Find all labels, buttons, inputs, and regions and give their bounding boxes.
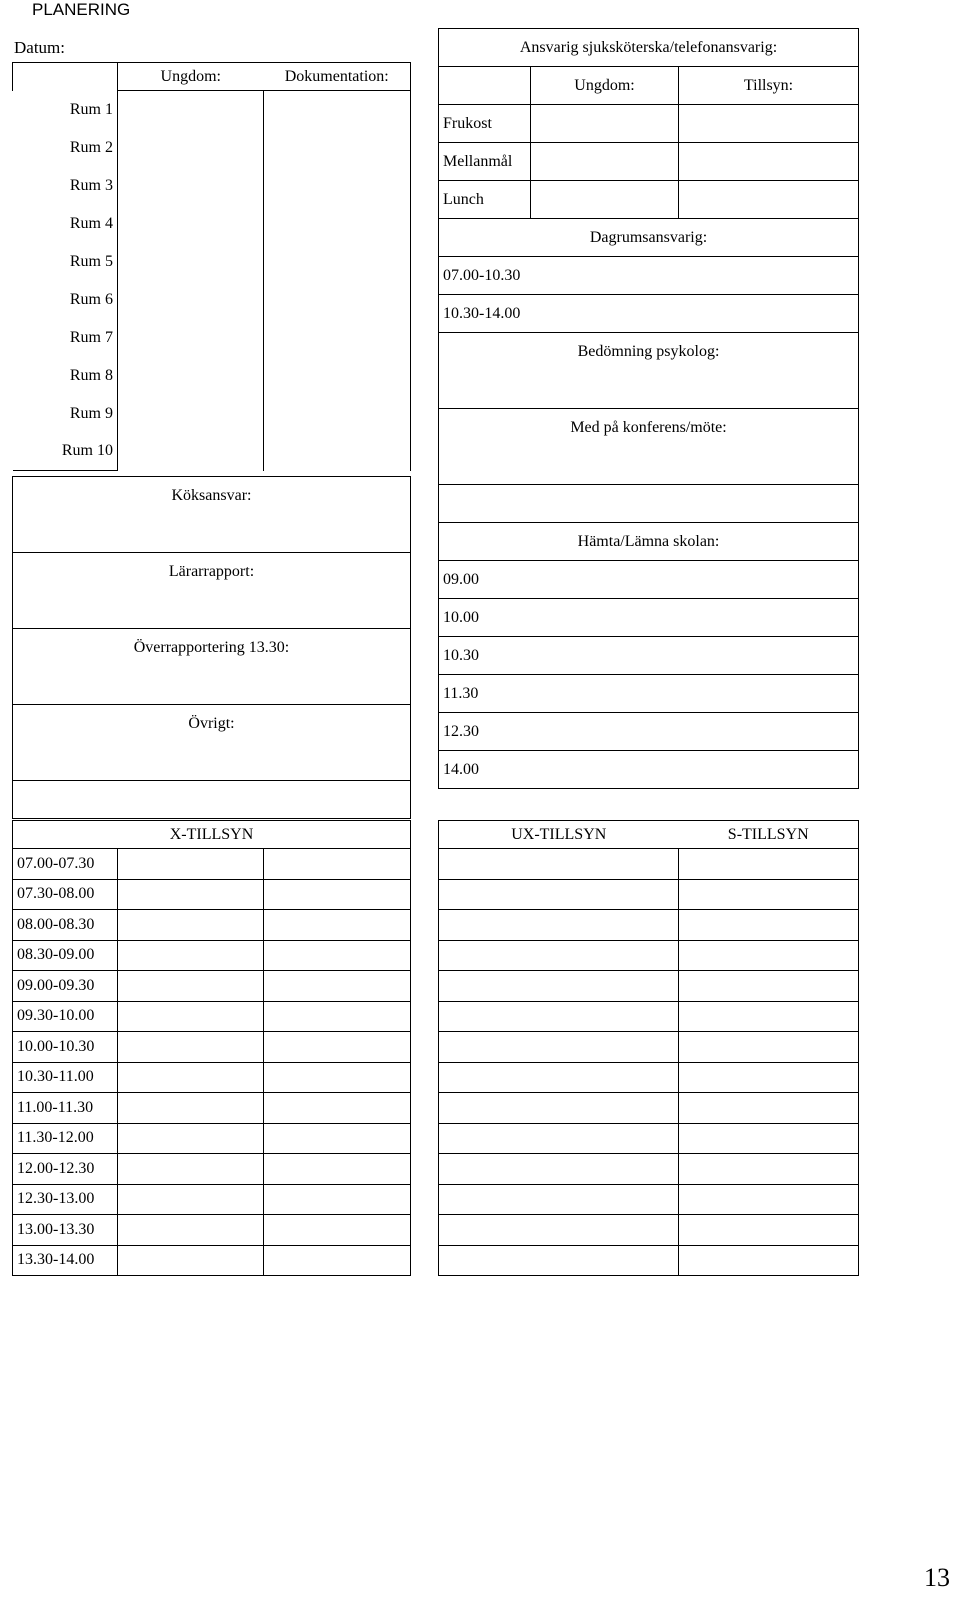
s-slot-field[interactable] [679, 1215, 859, 1246]
s-slot-field[interactable] [679, 971, 859, 1002]
meal-label: Lunch [439, 181, 531, 219]
room-dokumentation-field[interactable] [264, 129, 411, 167]
room-ungdom-field[interactable] [118, 167, 264, 205]
room-ungdom-field[interactable] [118, 395, 264, 433]
x-slot-field-2[interactable] [264, 1032, 411, 1063]
page-title: PLANERING [32, 0, 131, 19]
room-dokumentation-field[interactable] [264, 433, 411, 471]
dokumentation-header: Dokumentation: [264, 63, 411, 91]
s-slot-field[interactable] [679, 1001, 859, 1032]
school-time[interactable]: 09.00 [439, 561, 859, 599]
dagrum-time[interactable]: 07.00-10.30 [439, 257, 859, 295]
room-dokumentation-field[interactable] [264, 91, 411, 129]
meal-ungdom-field[interactable] [531, 105, 679, 143]
x-slot-field-1[interactable] [118, 1001, 264, 1032]
x-slot-time: 12.00-12.30 [13, 1154, 118, 1185]
x-slot-field-2[interactable] [264, 849, 411, 880]
s-slot-field[interactable] [679, 910, 859, 941]
ux-slot-field[interactable] [439, 1184, 679, 1215]
ux-slot-field[interactable] [439, 879, 679, 910]
ux-tillsyn-header: UX-TILLSYN [439, 821, 679, 849]
ansvarig-field[interactable] [439, 67, 531, 105]
meal-tillsyn-field[interactable] [679, 105, 859, 143]
school-time[interactable]: 11.30 [439, 675, 859, 713]
room-ungdom-field[interactable] [118, 205, 264, 243]
s-slot-field[interactable] [679, 1123, 859, 1154]
x-slot-field-1[interactable] [118, 1184, 264, 1215]
ux-slot-field[interactable] [439, 849, 679, 880]
room-ungdom-field[interactable] [118, 91, 264, 129]
x-slot-field-1[interactable] [118, 1062, 264, 1093]
room-label: Rum 6 [13, 281, 118, 319]
ux-slot-field[interactable] [439, 1032, 679, 1063]
ux-slot-field[interactable] [439, 1245, 679, 1276]
bedomning-label: Bedömning psykolog: [439, 333, 859, 371]
x-tillsyn-table [12, 820, 411, 1276]
room-dokumentation-field[interactable] [264, 395, 411, 433]
x-slot-time: 09.30-10.00 [13, 1001, 118, 1032]
s-slot-field[interactable] [679, 1093, 859, 1124]
x-slot-time: 07.30-08.00 [13, 879, 118, 910]
konferens-field-1[interactable] [439, 447, 859, 485]
x-slot-time: 11.00-11.30 [13, 1093, 118, 1124]
rooms-table [12, 62, 411, 471]
x-slot-field-1[interactable] [118, 1154, 264, 1185]
dagrum-time[interactable]: 10.30-14.00 [439, 295, 859, 333]
s-slot-field[interactable] [679, 849, 859, 880]
hamta-label: Hämta/Lämna skolan: [439, 523, 859, 561]
x-slot-field-1[interactable] [118, 910, 264, 941]
x-slot-time: 08.00-08.30 [13, 910, 118, 941]
room-ungdom-field[interactable] [118, 129, 264, 167]
room-label: Rum 4 [13, 205, 118, 243]
ux-slot-field[interactable] [439, 940, 679, 971]
ux-slot-field[interactable] [439, 1215, 679, 1246]
room-dokumentation-field[interactable] [264, 319, 411, 357]
x-slot-field-1[interactable] [118, 940, 264, 971]
meal-ungdom-field[interactable] [531, 143, 679, 181]
meal-ungdom-field[interactable] [531, 181, 679, 219]
x-slot-field-1[interactable] [118, 1093, 264, 1124]
bedomning-field[interactable] [439, 371, 859, 409]
room-dokumentation-field[interactable] [264, 281, 411, 319]
s-tillsyn-header: S-TILLSYN [679, 821, 859, 849]
x-slot-field-2[interactable] [264, 1154, 411, 1185]
room-label: Rum 2 [13, 129, 118, 167]
room-dokumentation-field[interactable] [264, 243, 411, 281]
ux-slot-field[interactable] [439, 1062, 679, 1093]
s-slot-field[interactable] [679, 940, 859, 971]
left-sections-table [12, 476, 411, 819]
x-slot-field-1[interactable] [118, 1032, 264, 1063]
s-slot-field[interactable] [679, 1245, 859, 1276]
room-label: Rum 9 [13, 395, 118, 433]
koksansvar-label: Köksansvar: [13, 477, 411, 515]
x-slot-time: 10.00-10.30 [13, 1032, 118, 1063]
school-time[interactable]: 10.00 [439, 599, 859, 637]
ux-slot-field[interactable] [439, 910, 679, 941]
x-slot-field-2[interactable] [264, 910, 411, 941]
page-number: 13 [924, 1563, 950, 1592]
room-ungdom-field[interactable] [118, 319, 264, 357]
meal-label: Mellanmål [439, 143, 531, 181]
x-slot-time: 10.30-11.00 [13, 1062, 118, 1093]
x-slot-field-1[interactable] [118, 971, 264, 1002]
x-slot-field-1[interactable] [118, 1123, 264, 1154]
x-slot-field-2[interactable] [264, 1001, 411, 1032]
room-label: Rum 8 [13, 357, 118, 395]
s-slot-field[interactable] [679, 1154, 859, 1185]
school-time[interactable]: 14.00 [439, 751, 859, 789]
room-ungdom-field[interactable] [118, 243, 264, 281]
s-slot-field[interactable] [679, 1032, 859, 1063]
right-top-table [438, 28, 859, 789]
ux-slot-field[interactable] [439, 1001, 679, 1032]
ux-slot-field[interactable] [439, 1154, 679, 1185]
x-slot-time: 11.30-12.00 [13, 1123, 118, 1154]
s-slot-field[interactable] [679, 879, 859, 910]
meal-tillsyn-field[interactable] [679, 143, 859, 181]
x-slot-time: 12.30-13.00 [13, 1184, 118, 1215]
room-ungdom-field[interactable] [118, 357, 264, 395]
koksansvar-field[interactable] [13, 515, 411, 553]
x-slot-time: 13.30-14.00 [13, 1245, 118, 1276]
s-slot-field[interactable] [679, 1184, 859, 1215]
x-slot-time: 08.30-09.00 [13, 940, 118, 971]
x-slot-field-2[interactable] [264, 971, 411, 1002]
konferens-label: Med på konferens/möte: [439, 409, 859, 447]
x-slot-time: 13.00-13.30 [13, 1215, 118, 1246]
room-label: Rum 3 [13, 167, 118, 205]
tillsyn-header: Tillsyn: [679, 67, 859, 105]
ovrigt-label: Övrigt: [13, 705, 411, 743]
room-ungdom-field[interactable] [118, 281, 264, 319]
meal-label: Frukost [439, 105, 531, 143]
konferens-field-2[interactable] [439, 485, 859, 523]
ovrigt-field-2[interactable] [13, 781, 411, 819]
room-dokumentation-field[interactable] [264, 167, 411, 205]
x-tillsyn-header: X-TILLSYN [13, 821, 411, 849]
lararrapport-field[interactable] [13, 591, 411, 629]
x-slot-field-2[interactable] [264, 879, 411, 910]
ux-slot-field[interactable] [439, 1093, 679, 1124]
datum-label: Datum: [14, 38, 65, 57]
rooms-corner-cell [13, 63, 118, 91]
x-slot-field-2[interactable] [264, 940, 411, 971]
ux-slot-field[interactable] [439, 971, 679, 1002]
room-label: Rum 10 [13, 433, 118, 471]
x-slot-field-2[interactable] [264, 1184, 411, 1215]
ux-s-tillsyn-table [438, 820, 859, 1276]
s-slot-field[interactable] [679, 1062, 859, 1093]
ovrigt-field-1[interactable] [13, 743, 411, 781]
x-slot-time: 09.00-09.30 [13, 971, 118, 1002]
overrapportering-field[interactable] [13, 667, 411, 705]
school-time[interactable]: 12.30 [439, 713, 859, 751]
x-slot-field-2[interactable] [264, 1245, 411, 1276]
lararrapport-label: Lärarrapport: [13, 553, 411, 591]
x-slot-field-1[interactable] [118, 1245, 264, 1276]
ungdom-header: Ungdom: [118, 63, 264, 91]
room-dokumentation-field[interactable] [264, 205, 411, 243]
ungdom-header-right: Ungdom: [531, 67, 679, 105]
room-label: Rum 7 [13, 319, 118, 357]
x-slot-time: 07.00-07.30 [13, 849, 118, 880]
room-label: Rum 5 [13, 243, 118, 281]
dagrumsansvarig-label: Dagrumsansvarig: [439, 219, 859, 257]
room-ungdom-field[interactable] [118, 433, 264, 471]
ux-slot-field[interactable] [439, 1123, 679, 1154]
overrapportering-label: Överrapportering 13.30: [13, 629, 411, 667]
room-label: Rum 1 [13, 91, 118, 129]
ansvarig-label: Ansvarig sjuksköterska/telefonansvarig: [439, 29, 859, 67]
x-slot-field-2[interactable] [264, 1215, 411, 1246]
x-slot-field-2[interactable] [264, 1123, 411, 1154]
x-slot-field-2[interactable] [264, 1062, 411, 1093]
x-slot-field-1[interactable] [118, 849, 264, 880]
x-slot-field-1[interactable] [118, 879, 264, 910]
x-slot-field-1[interactable] [118, 1215, 264, 1246]
school-time[interactable]: 10.30 [439, 637, 859, 675]
x-slot-field-2[interactable] [264, 1093, 411, 1124]
room-dokumentation-field[interactable] [264, 357, 411, 395]
meal-tillsyn-field[interactable] [679, 181, 859, 219]
